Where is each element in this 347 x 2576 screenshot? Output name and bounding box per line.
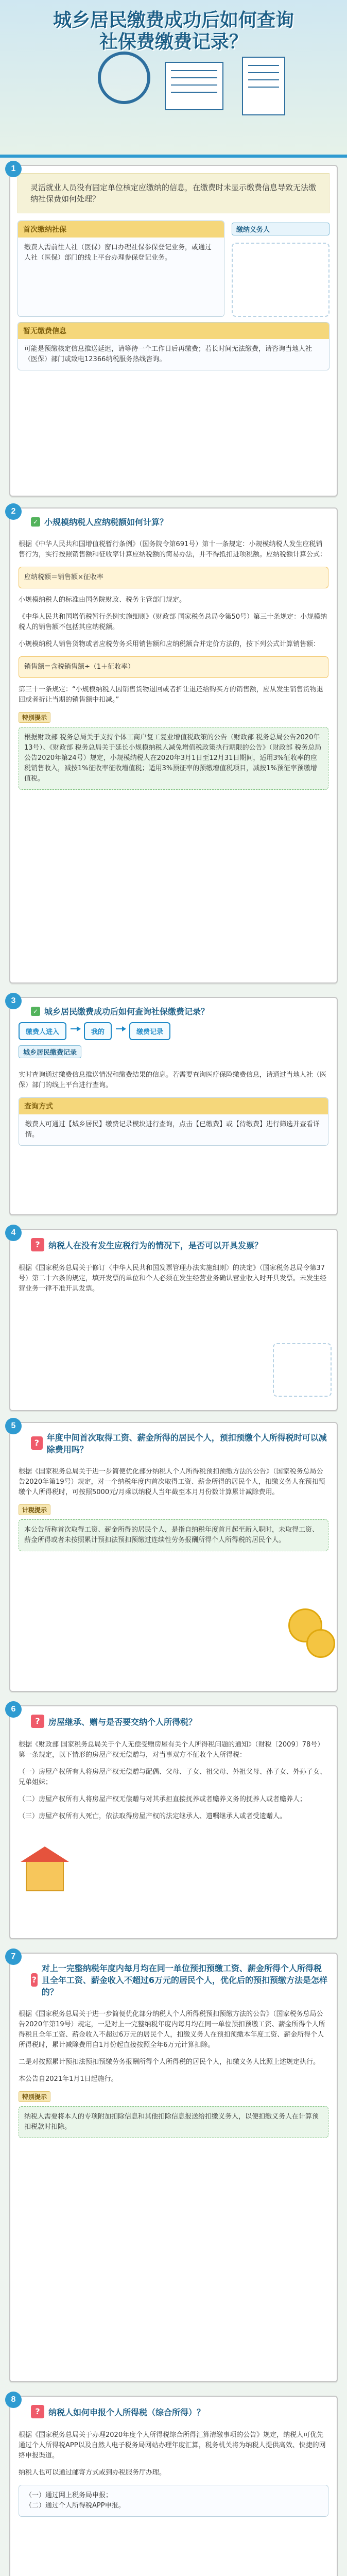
section-badge: 2 bbox=[5, 503, 22, 520]
section-title-text: 纳税人在没有发生应税行为的情况下，是否可以开具发票？ bbox=[48, 1240, 263, 1250]
formula-box bbox=[19, 567, 328, 588]
document-illustration bbox=[273, 1343, 332, 1397]
section-title-text: 纳税人如何申报个人所得税（综合所得）？ bbox=[48, 2407, 205, 2417]
title-line-2: 社保费缴费记录？ bbox=[99, 31, 248, 52]
paragraph: 小规模纳税人的标准由国务院财政、税务主管部门规定。 bbox=[19, 596, 186, 604]
question-icon: ? bbox=[31, 1973, 38, 1987]
section-badge: 6 bbox=[5, 1701, 22, 1718]
section-title-text: 房屋继承、赠与是否要交纳个人所得税？ bbox=[48, 1717, 197, 1727]
paragraph: 二是对按照累计预扣法预扣预缴劳务报酬所得个人所得税的居民个人，扣缴义务人比照上述规定执行。 bbox=[19, 2058, 320, 2066]
section-4 bbox=[9, 1229, 338, 1411]
note-text: 缴费人需前往人社（医保）窗口办理社保参保登记业务，或通过人社（医保）部门的线上平台办理参保登记业务。 bbox=[24, 244, 212, 262]
document-icon bbox=[165, 62, 223, 110]
step-records: 缴费记录 bbox=[129, 1022, 170, 1040]
section-badge: 4 bbox=[5, 1225, 22, 1241]
question-icon: ? bbox=[31, 1436, 43, 1450]
paragraph: 小规模纳税人销售货物或者应税劳务采用销售额和应纳税额合并定价方法的，按下列公式计算销售额： bbox=[19, 640, 320, 648]
section-badge: 7 bbox=[5, 1948, 22, 1965]
paragraph: 根据《中华人民共和国增值税暂行条例》（国务院令第691号）第十一条规定：小规模纳税人发生应税销售行为，实行按照销售额和征收率计算应纳税额的简易办法，并不得抵扣进项税额。应纳税额计算公式： bbox=[19, 540, 327, 558]
note-title-2: 暂无缴费信息 bbox=[18, 323, 329, 339]
arrow-right-icon bbox=[71, 1028, 80, 1035]
alt-step-chip: 城乡居民缴费记录 bbox=[19, 1045, 81, 1058]
note-title: 首次缴纳社保 bbox=[18, 221, 224, 238]
paragraph: 根据《国家税务总局关于进一步简便优化部分纳税人个人所得税预扣预缴方法的公告》（国家税务总局公告2020年第19号）规定，对一个纳税年度内首次取得工资、薪金所得的居民个人，扣缴义务人在预扣预缴个人所得税时，可按照5000元/月乘以纳税人当年截至本月月份数计算累计减除费用。 bbox=[19, 1468, 325, 1496]
formula: 应纳税额＝销售额×征收率 bbox=[24, 573, 103, 581]
info-box bbox=[19, 2485, 328, 2517]
check-icon: ✓ bbox=[31, 517, 40, 527]
info-box bbox=[18, 221, 224, 317]
paragraph: （三）房屋产权所有人死亡，依法取得房屋产权的法定继承人、遗嘱继承人或者受遗赠人。 bbox=[19, 1812, 287, 1820]
list-item: （一）通过网上税务局申报； bbox=[25, 2492, 113, 2499]
check-icon: ✓ bbox=[31, 1007, 40, 1016]
section-badge: 3 bbox=[5, 993, 22, 1009]
step-enter: 缴费人进入 bbox=[19, 1022, 66, 1040]
inner-text: 缴费人可通过【城乡居民】缴费记录模块进行查询，点击【已缴费】或【待缴费】进行筛选并查看详情。 bbox=[25, 1121, 320, 1139]
tip-label: 特别提示 bbox=[19, 2091, 50, 2102]
paragraph: 《中华人民共和国增值税暂行条例实施细则》（财政部 国家税务总局令第50号）第三十条规定：小规模纳税人的销售额不包括其应纳税额。 bbox=[19, 613, 327, 631]
section-3 bbox=[9, 997, 338, 1215]
section-title-text: 小规模纳税人应纳税额如何计算？ bbox=[44, 517, 168, 527]
section-title bbox=[10, 1230, 337, 1257]
section-title bbox=[10, 509, 337, 533]
formula: 销售额＝含税销售额÷（1＋征收率） bbox=[24, 663, 135, 671]
steps bbox=[19, 1022, 328, 1040]
section-title-text: 城乡居民缴费成功后如何查询社保缴费记录？ bbox=[44, 1007, 210, 1016]
title-line-1: 城乡居民缴费成功后如何查询 bbox=[53, 9, 294, 30]
paragraph: 本公告自2021年1月1日起施行。 bbox=[19, 2075, 118, 2083]
coin-icon bbox=[306, 1629, 335, 1658]
document-icon bbox=[242, 57, 285, 115]
person-illustration bbox=[232, 243, 329, 317]
section-badge: 1 bbox=[5, 161, 22, 177]
formula-box bbox=[19, 656, 328, 678]
question-icon: ? bbox=[31, 1715, 44, 1728]
section-title-text: 对上一完整纳税年度内每月均在同一单位预扣预缴工资、薪金所得个人所得税且全年工资、薪金收入不超过6万元的居民个人，优化后的预扣预缴方法是怎样的？ bbox=[41, 1963, 327, 1997]
paragraph: 纳税人也可以通过邮寄方式或到办税服务厅办理。 bbox=[19, 2469, 166, 2477]
tip-label: 特别提示 bbox=[19, 712, 50, 723]
section-intro: 灵活就业人员没有固定单位核定应缴纳的信息，在缴费时未显示缴费信息导致无法缴纳社保费如何处理？ bbox=[18, 173, 329, 213]
section-title bbox=[10, 2397, 337, 2424]
question-icon: ? bbox=[31, 2405, 44, 2418]
paragraph: （一）房屋产权所有人将房屋产权无偿赠与配偶、父母、子女、祖父母、外祖父母、孙子女、外孙子女、兄弟姐妹； bbox=[19, 1768, 327, 1786]
house-icon bbox=[26, 1861, 64, 1891]
page-title bbox=[10, 9, 337, 53]
section-title-text: 年度中间首次取得工资、薪金所得的居民个人，预扣预缴个人所得税时可以减除费用吗？ bbox=[46, 1433, 327, 1454]
arrow-right-icon bbox=[116, 1028, 125, 1035]
tip-box: 纳税人需要将本人的专项附加扣除信息和其他扣除信息报送给扣缴义务人，以便扣缴义务人在计算预扣税款时扣除。 bbox=[19, 2106, 328, 2138]
paragraph: 实时查询通过缴费信息推送情况和缴费结果的信息。若需要查询医疗保险缴费信息，请通过当地人社（医保）部门的线上平台进行查询。 bbox=[19, 1071, 327, 1089]
tip-box: 根据财政部 税务总局关于支持个体工商户复工复业增值税政策的公告（财政部 税务总局公告2020年13号）、《财政部 税务总局关于延长小规模纳税人减免增值税政策执行期限的公告》（财政部 税务总局公告2020年第24号）规定，小规模纳税人在2020年3月1日至12月31日期间，适用3%征收率的应税销售收入，减按1%征收率征收增值税；适用3%预征率的预缴增值税项目，减按1%预征率预缴增值税。 bbox=[19, 727, 328, 790]
tip-label: 计税提示 bbox=[19, 1504, 50, 1515]
section-1 bbox=[9, 165, 338, 497]
tip-box: 本公告所称首次取得工资、薪金所得的居民个人，是指自纳税年度首月起至新入职时，未取得工资、薪金所得或者未按照累计预扣法预扣预缴过连续性劳务报酬所得个人所得税的居民个人。 bbox=[19, 1519, 328, 1551]
info-box bbox=[18, 322, 329, 370]
magnifier-icon bbox=[98, 52, 150, 104]
inner-title: 查询方式 bbox=[19, 1098, 328, 1114]
section-8 bbox=[9, 2396, 338, 2576]
section-title bbox=[10, 1706, 337, 1733]
paragraph: 第三十一条规定：“小规模纳税人因销售货物退回或者折让退还给购买方的销售额，应从发生销售货物退回或者折让当期的销售额中扣减。” bbox=[19, 686, 323, 704]
paragraph: 根据《国家税务总局关于办理2020年度个人所得税综合所得汇算清缴事项的公告》规定，纳税人可优先通过个人所得税APP以及自然人电子税务局网站办理年度汇算，税务机关将为纳税人提供高效、快捷的网络申报渠道。 bbox=[19, 2431, 326, 2460]
paragraph: 根据《国家税务总局关于进一步简便优化部分纳税人个人所得税预扣预缴方法的公告》（国家税务总局公告2020年第19号）规定，一是对上一完整纳税年度内每月均在同一单位预扣预缴工资、薪金所得个人所得税且全年工资、薪金收入不超过6万元的居民个人，扣缴义务人在预扣预缴本年度工资、薪金所得个人所得税时，累计减除费用自1月份起直接按照全年6万元计算扣除。 bbox=[19, 2010, 325, 2049]
step-mine: 我的 bbox=[84, 1022, 112, 1040]
section-title bbox=[10, 998, 337, 1022]
note-text-2: 可能是预缴核定信息推送延迟，请等待一个工作日后再缴费；若长时间无法缴费，请咨询当地人社（医保）部门或致电12366纳税服务热线咨询。 bbox=[24, 345, 313, 363]
obligor-chip: 缴纳义务人 bbox=[232, 223, 329, 235]
question-icon: ? bbox=[31, 1238, 44, 1251]
section-6 bbox=[9, 1705, 338, 1939]
section-badge: 5 bbox=[5, 1418, 22, 1434]
section-2 bbox=[9, 507, 338, 984]
section-badge: 8 bbox=[5, 2392, 22, 2408]
paragraph: 根据《财政部 国家税务总局关于个人无偿受赠房屋有关个人所得税问题的通知》（财税〔2009〕78号）第一条规定，以下情形的房屋产权无偿赠与，对当事双方不征收个人所得税： bbox=[19, 1741, 324, 1759]
paragraph: （二）房屋产权所有人将房屋产权无偿赠与对其承担直接抚养或者赡养义务的抚养人或者赡养人； bbox=[19, 1795, 307, 1803]
section-title bbox=[10, 1954, 337, 2003]
section-5 bbox=[9, 1422, 338, 1692]
section-7 bbox=[9, 1953, 338, 2382]
info-box bbox=[19, 1097, 328, 1146]
paragraph: 根据《国家税务总局关于修订〈中华人民共和国发票管理办法实施细则〉的决定》（国家税务总局令第37号）第二十六条的规定，填开发票的单位和个人必须在发生经营业务确认营业收入时开具发票。未发生经营业务一律不准开具发票。 bbox=[19, 1264, 327, 1293]
list-item: （二）通过个人所得税APP申报。 bbox=[25, 2502, 125, 2510]
section-title bbox=[10, 1423, 337, 1460]
page-header bbox=[0, 0, 347, 158]
